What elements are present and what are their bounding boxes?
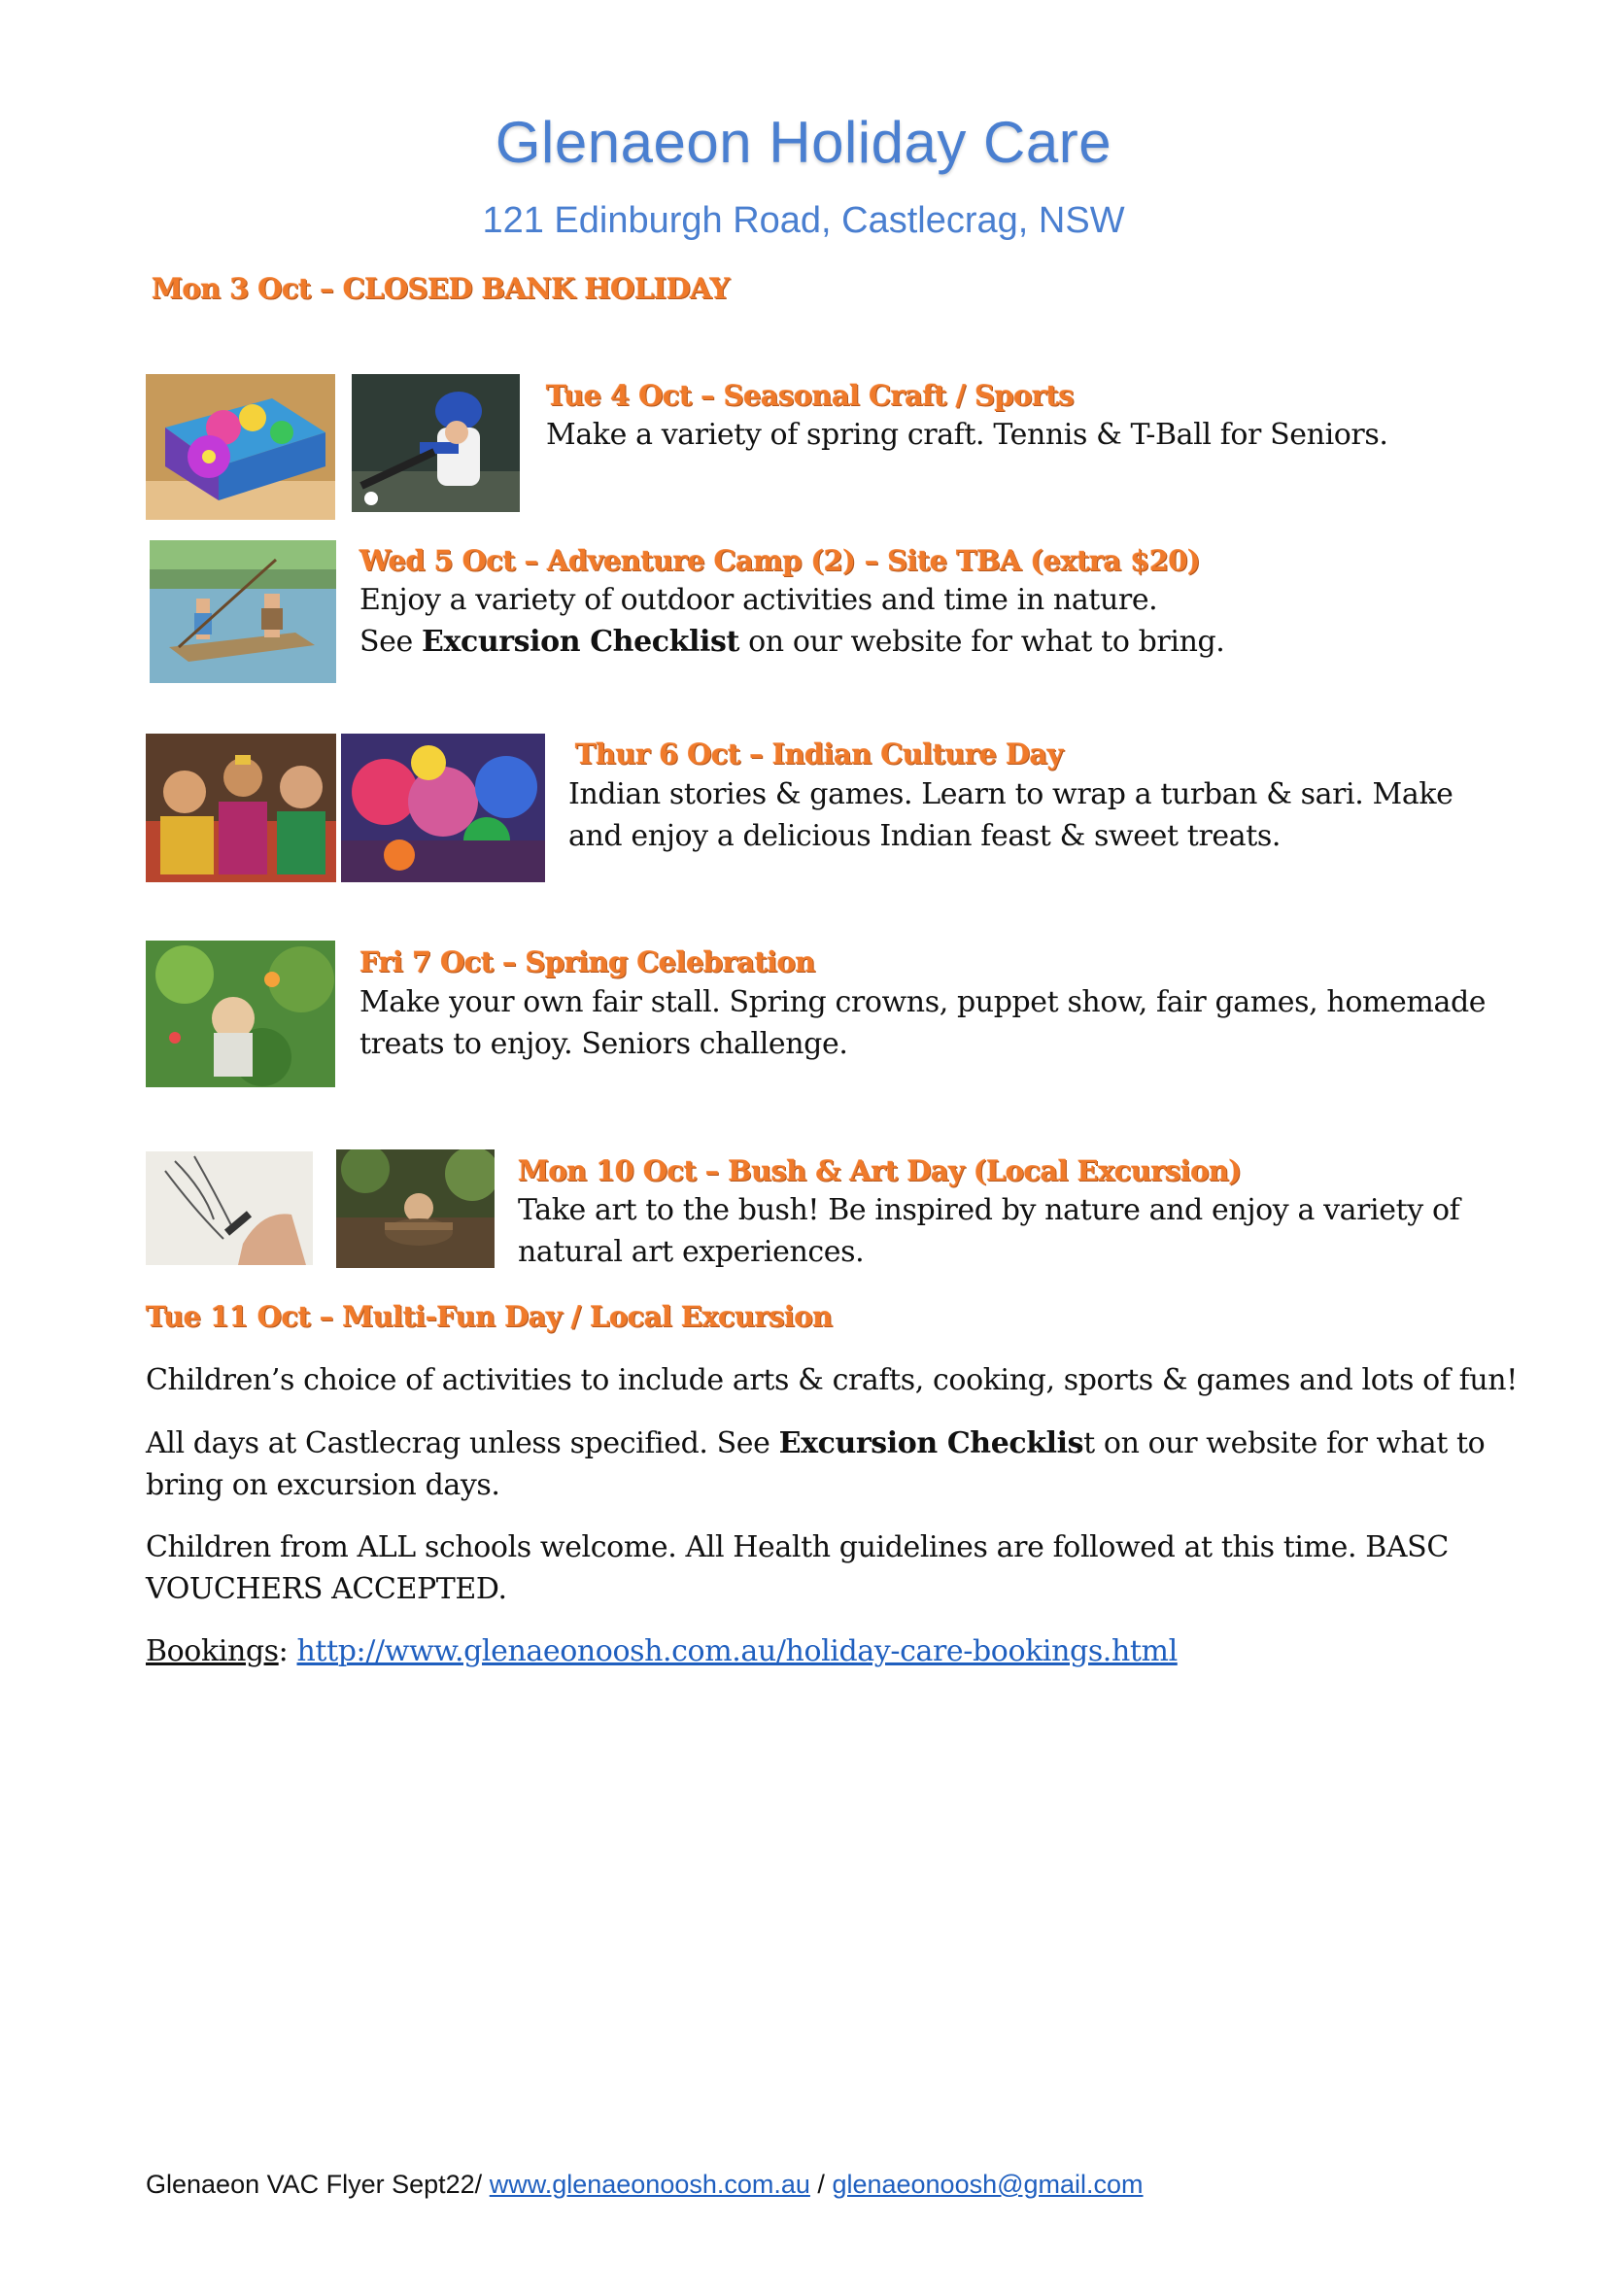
day-desc-wed5-line2: See Excursion Checklist on our website for what to bring.: [359, 625, 1225, 659]
bookings-line: Bookings: http://www.glenaeonoosh.com.au/holiday-care-bookings.html: [146, 1634, 1178, 1668]
footer: Glenaeon VAC Flyer Sept22/ www.glenaeonoosh.com.au / glenaeonoosh@gmail.com: [146, 2170, 1144, 2199]
tree-drawing-photo: [146, 1151, 313, 1265]
day-desc-wed5-line1: Enjoy a variety of outdoor activities and time in nature.: [359, 583, 1158, 617]
footer-prefix: Glenaeon VAC Flyer Sept22/: [146, 2170, 490, 2199]
bookings-link[interactable]: http://www.glenaeonoosh.com.au/holiday-care-bookings.html: [296, 1634, 1178, 1668]
day-desc-mon10-line2: natural art experiences.: [518, 1235, 865, 1269]
bookings-label: Bookings: [146, 1634, 279, 1668]
tball-photo: [352, 374, 520, 512]
day-desc-tue4: Make a variety of spring craft. Tennis & T-Ball for Seniors.: [546, 418, 1388, 452]
day-desc-thu6-line2: and enjoy a delicious Indian feast & sweet treats.: [568, 819, 1282, 853]
day-heading-wed5: Wed 5 Oct – Adventure Camp (2) – Site TBA (extra $20): [359, 544, 1201, 577]
day-desc-fri7-line1: Make your own fair stall. Spring crowns, puppet show, fair games, homemade: [359, 985, 1487, 1019]
excursion-checklist-text: Excursion Checklist: [422, 625, 739, 659]
castlecrag-note-line2: bring on excursion days.: [146, 1468, 500, 1502]
indian-dance-photo: [146, 734, 336, 882]
page-title: Glenaeon Holiday Care: [495, 110, 1112, 175]
holi-color-photo: [341, 734, 545, 882]
spring-garden-photo: [146, 941, 335, 1087]
raft-river-photo: [150, 540, 336, 683]
day-heading-thu6: Thur 6 Oct – Indian Culture Day: [575, 737, 1063, 771]
day-heading-tue4: Tue 4 Oct – Seasonal Craft / Sports: [546, 379, 1075, 412]
day-desc-mon10-line1: Take art to the bush! Be inspired by nature and enjoy a variety of: [518, 1193, 1460, 1227]
castlecrag-note-line1: All days at Castlecrag unless specified. See Excursion Checklist on our website for what to: [146, 1426, 1486, 1460]
mud-bush-photo: [336, 1149, 495, 1268]
day-desc-thu6-line1: Indian stories & games. Learn to wrap a turban & sari. Make: [568, 777, 1453, 811]
address: 121 Edinburgh Road, Castlecrag, NSW: [482, 200, 1125, 241]
choice-note: Children’s choice of activities to include arts & crafts, cooking, sports & games and lots of fun!: [146, 1363, 1518, 1397]
footer-email-link[interactable]: glenaeonoosh@gmail.com: [832, 2170, 1144, 2199]
day-desc-fri7-line2: treats to enjoy. Seniors challenge.: [359, 1027, 848, 1061]
day-heading-fri7: Fri 7 Oct – Spring Celebration: [359, 945, 815, 978]
day-heading-mon3: Mon 3 Oct – CLOSED BANK HOLIDAY: [152, 272, 730, 305]
day-heading-tue11: Tue 11 Oct – Multi-Fun Day / Local Excursion: [146, 1300, 833, 1333]
schools-note-line2: VOUCHERS ACCEPTED.: [146, 1572, 507, 1606]
footer-website-link[interactable]: www.glenaeonoosh.com.au: [489, 2170, 810, 2199]
day-heading-mon10: Mon 10 Oct – Bush & Art Day (Local Excursion): [518, 1154, 1242, 1187]
craft-box-photo: [146, 374, 335, 520]
excursion-checklist-text-2: Excursion Checklis: [778, 1426, 1084, 1460]
schools-note-line1: Children from ALL schools welcome. All Health guidelines are followed at this time. BASC: [146, 1530, 1449, 1564]
